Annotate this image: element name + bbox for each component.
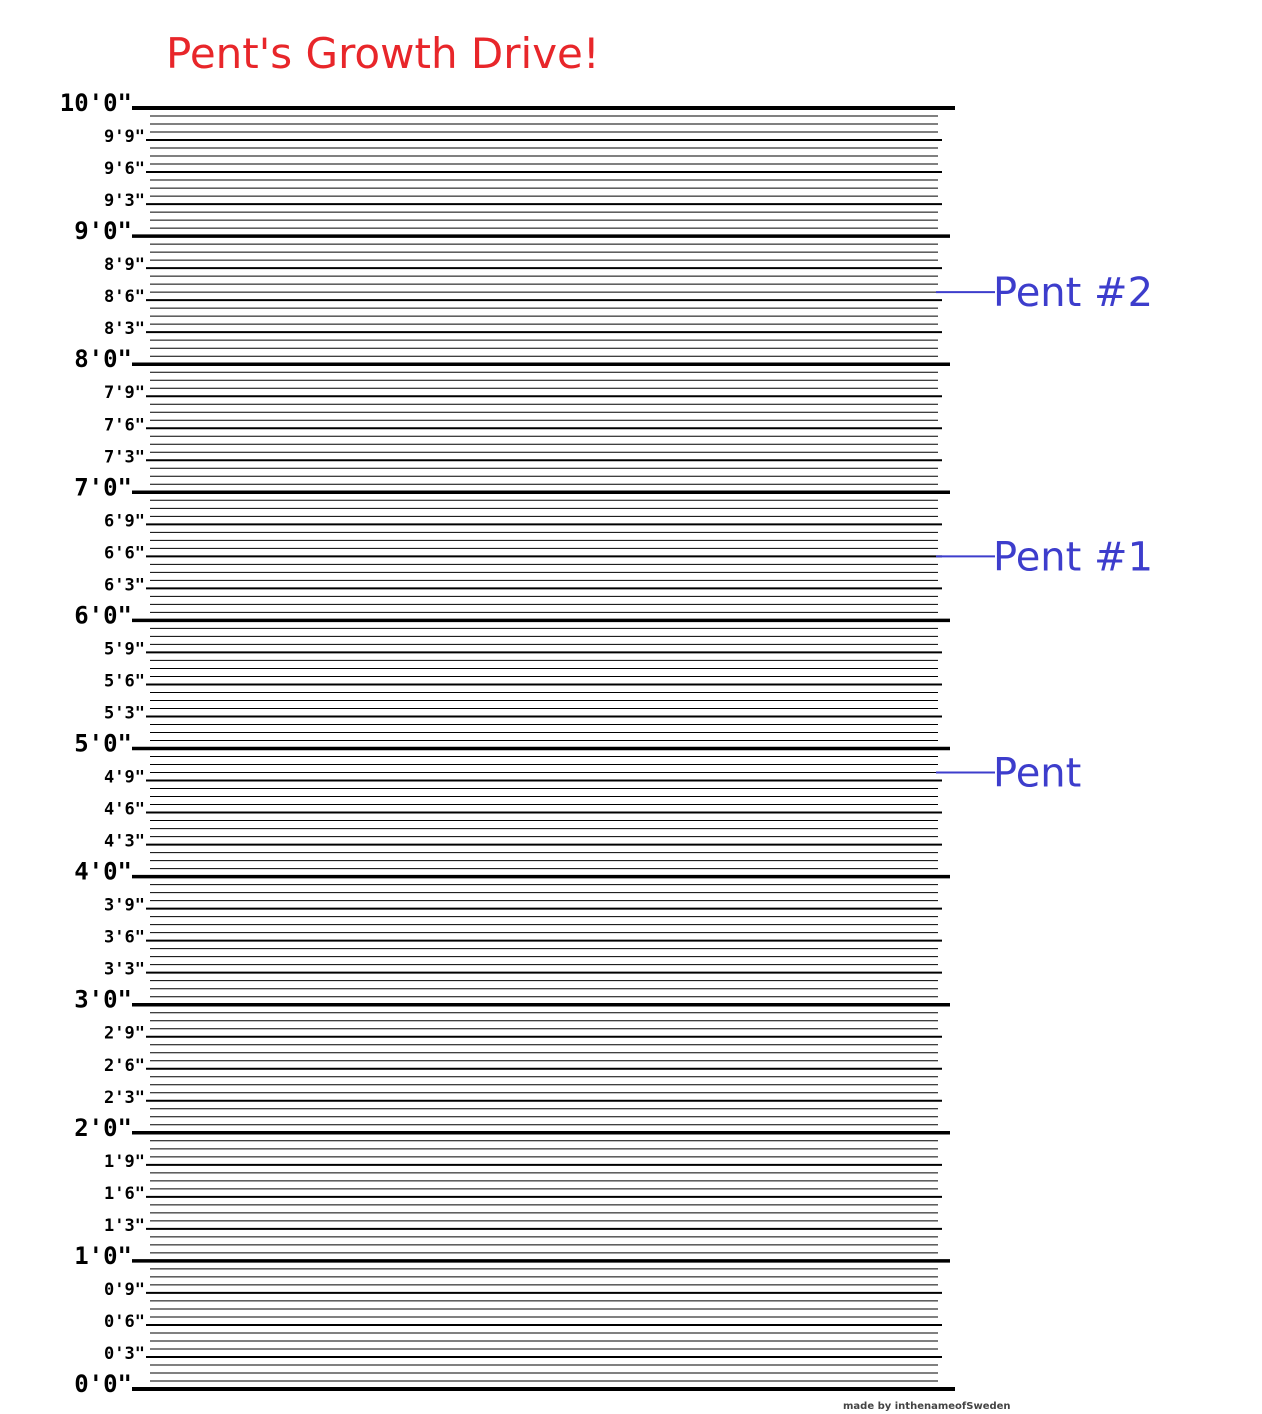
tick-label: 8'3"	[104, 319, 145, 340]
tick-label: 3'6"	[104, 927, 145, 948]
tick-label: 4'9"	[104, 767, 145, 788]
tick-label: 2'6"	[104, 1055, 145, 1076]
tick-label: 7'3"	[104, 447, 145, 468]
tick-label: 5'9"	[104, 639, 145, 660]
tick-label: 8'9"	[104, 255, 145, 276]
tick-label-foot: 3'0"	[74, 985, 132, 1014]
tick-label: 4'6"	[104, 799, 145, 820]
tick-label-foot: 10'0"	[59, 89, 132, 117]
tick-label: 2'3"	[104, 1087, 145, 1108]
tick-label: 9'9"	[104, 127, 145, 148]
tick-label-foot: 8'0"	[74, 345, 132, 374]
tick-label: 0'3"	[104, 1343, 145, 1364]
tick-label: 6'3"	[104, 575, 145, 596]
tick-label-foot: 4'0"	[74, 857, 132, 886]
tick-label: 6'6"	[104, 543, 145, 564]
tick-label: 2'9"	[104, 1023, 145, 1044]
tick-label: 5'6"	[104, 671, 145, 692]
tick-label: 0'9"	[104, 1279, 145, 1300]
tick-label: 3'9"	[104, 895, 145, 916]
marker-label: Pent	[993, 750, 1082, 797]
tick-label: 5'3"	[104, 703, 145, 724]
tick-label: 1'9"	[104, 1151, 145, 1172]
tick-label-foot: 2'0"	[74, 1113, 132, 1142]
ruler-lines	[132, 108, 955, 1389]
chart-title: Pent's Growth Drive!	[166, 29, 600, 78]
marker-label: Pent #2	[993, 270, 1154, 317]
tick-label: 9'6"	[104, 159, 145, 180]
tick-label: 6'9"	[104, 511, 145, 532]
tick-label: 7'6"	[104, 415, 145, 436]
marker-label: Pent #1	[993, 534, 1154, 581]
tick-label-foot: 0'0"	[74, 1370, 132, 1398]
tick-label-foot: 5'0"	[74, 729, 132, 758]
tick-label-foot: 7'0"	[74, 473, 132, 502]
tick-label: 7'9"	[104, 383, 145, 404]
credit-text: made by inthenameofSweden	[843, 1401, 1011, 1412]
tick-label-foot: 6'0"	[74, 601, 132, 630]
tick-label-foot: 9'0"	[74, 217, 132, 246]
tick-label: 4'3"	[104, 831, 145, 852]
tick-label: 9'3"	[104, 191, 145, 212]
tick-label: 3'3"	[104, 959, 145, 980]
tick-label: 8'6"	[104, 287, 145, 308]
tick-label-foot: 1'0"	[74, 1241, 132, 1270]
tick-label: 1'3"	[104, 1215, 145, 1236]
tick-label: 0'6"	[104, 1311, 145, 1332]
tick-label: 1'6"	[104, 1183, 145, 1204]
